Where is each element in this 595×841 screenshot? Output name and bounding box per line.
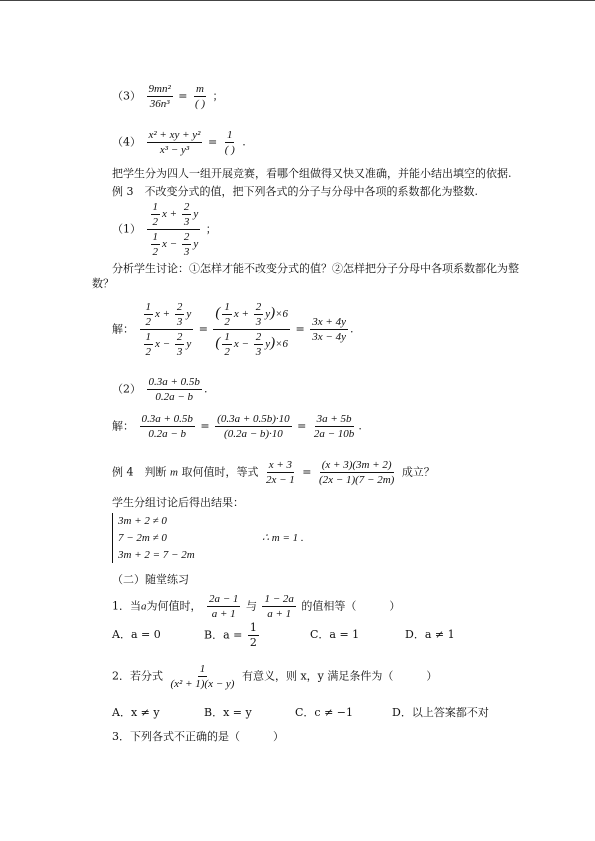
denominator: x³ − y³ <box>159 144 190 156</box>
exercise-1-option-a: A．a = 0 <box>112 628 161 641</box>
exercise-1-fraction-b: $\frac{1 - 2a}{a + 1}$ <box>264 593 294 620</box>
top-rule <box>0 0 595 1</box>
solution-label: 解： <box>112 322 134 336</box>
example-3-title: 例 3 不改变分式的值，把下列各式的分子与分母中各项的系数都化为整数. <box>112 185 478 198</box>
exercise-2-option-c: C．c ≠ −1 <box>295 706 354 719</box>
blank-denominator: ( ) <box>194 98 206 110</box>
question-2: （2） $\frac{0.3a + 0.5b}{0.2a - b}$ . <box>112 376 208 403</box>
exercise-1: 1．当a为何值时， $\frac{2a - 1}{a + 1}$ 与 $\frac{1 - 2a}{a + 1}$ 的值相等（ ） <box>112 593 401 620</box>
system-line: 7 − 2m ≠ 0 <box>118 532 167 544</box>
discussion-line-2: 数？ <box>92 277 114 290</box>
denominator: 36n³ <box>149 98 170 110</box>
group-discussion-text: 学生分组讨论后得出结果： <box>112 496 244 509</box>
problem-4-label: （4） <box>112 135 141 149</box>
section-practice-title: （二）随堂练习 <box>112 573 189 586</box>
discussion-line-1: 分析学生讨论：①怎样才能不改变分式的值？②怎样把分子分母中各项系数都化为整 <box>112 262 519 275</box>
numerator: 1 <box>226 129 233 141</box>
exercise-2-option-a: A．x ≠ y <box>112 706 160 719</box>
denominator: $\frac{1}{2}$ x − $\frac{2}{3}$ y <box>152 231 199 258</box>
solution-label: 解： <box>112 419 134 433</box>
question-1-fraction <box>147 200 201 259</box>
numerator: x² + xy + y² <box>148 129 201 141</box>
example-4: 例 4 判断 m 取何值时，等式 $\frac{x + 3}{2x - 1}$ = $\frac{(x + 3)(3m + 2)}{(2x - 1)(7 - 2m)}$ 成立？ <box>112 459 435 486</box>
blank-denominator: ( ) <box>224 144 235 156</box>
question-1-label: （1） <box>112 222 141 236</box>
question-1: （1） $\frac{1}{2}$ x + $\frac{2}{3}$ y $\frac{1}{2}$ x − $\frac{2}{3}$ y ； <box>112 201 217 258</box>
exercise-1-option-d: D．a ≠ 1 <box>405 628 455 641</box>
problem-3-left-fraction <box>147 82 173 111</box>
exercise-1-option-c: C．a = 1 <box>310 628 360 641</box>
numerator: $\frac{1}{2}$ x + $\frac{2}{3}$ y <box>147 200 201 230</box>
problem-3-right-fraction <box>193 82 207 111</box>
solution-1: 解： $\frac{1}{2}$ x + $\frac{2}{3}$ y $\frac{1}{2}$ x − $\frac{2}{3}$ y = ( $\frac{1}{2}$ x + $\frac{2}{3}$ y)×6 ( $\frac{1}{2}$ x − $\frac{2}{3}$ y)×6 = $\frac{3x + 4y}{3x - 4y}$ . <box>112 301 354 358</box>
numerator: m <box>196 83 204 95</box>
exercise-2-option-d: D．以上答案都不对 <box>392 706 489 719</box>
therefore-result: ∴ m = 1 . <box>262 532 304 544</box>
exercise-2-option-b: B．x = y <box>204 706 252 719</box>
equation-system <box>112 513 195 563</box>
exercise-1-fraction-a: $\frac{2a - 1}{a + 1}$ <box>209 593 239 620</box>
exercise-2: 2．若分式 $\frac{1}{\text{(x² + 1)(x − y)}}$ 有意义，则 x，y 满足条件为（ ） <box>112 663 438 690</box>
problem-4-right-fraction <box>223 128 237 157</box>
question-2-fraction: $\frac{0.3a + 0.5b}{0.2a - b}$ <box>148 376 200 403</box>
solution-2: 解： $\frac{0.3a + 0.5b}{0.2a - b}$ = $\frac{(0.3a + 0.5b)\cdot 10}{(0.2a - b)\cdot 10}$ = $\frac{3a + 5b}{2a - 10b}$ . <box>112 413 362 440</box>
example-4-left-fraction: $\frac{x + 3}{2x - 1}$ <box>265 459 295 486</box>
problem-4-left-fraction <box>147 128 203 157</box>
solution-1-multiplied: ( $\frac{1}{2}$ x + $\frac{2}{3}$ y)×6 ( $\frac{1}{2}$ x − $\frac{2}{3}$ y)×6 <box>215 301 289 358</box>
problem-3: （3） $\frac{\text{9mn²}}{\text{36n³}}$ = $\frac{m}{( )}$ ； <box>112 83 224 110</box>
exercise-2-fraction: $\frac{1}{\text{(x² + 1)(x − y)}}$ <box>170 663 235 690</box>
numerator: 9mn² <box>148 83 171 95</box>
problem-3-label: （3） <box>112 89 141 103</box>
solution-1-original: $\frac{1}{2}$ x + $\frac{2}{3}$ y $\frac{1}{2}$ x − $\frac{2}{3}$ y <box>140 300 194 359</box>
solution-2-result: $\frac{3a + 5b}{2a - 10b}$ <box>313 413 355 440</box>
competition-paragraph: 把学生分为四人一组开展竞赛，看哪个组做得又快又准确，并能小结出填空的依据. <box>112 167 512 180</box>
exercise-3: 3．下列各式不正确的是（ ） <box>112 730 284 743</box>
question-2-label: （2） <box>112 382 141 396</box>
system-line: 3m + 2 ≠ 0 <box>118 515 167 527</box>
solution-1-result: $\frac{3x + 4y}{3x - 4y}$ <box>312 316 346 343</box>
example-4-right-fraction: $\frac{(x + 3)(3m + 2)}{(2x - 1)(7 - 2m)}$ <box>318 459 395 486</box>
solution-2-multiplied: $\frac{(0.3a + 0.5b)\cdot 10}{(0.2a - b)\cdot 10}$ <box>217 413 290 440</box>
system-line: 3m + 2 = 7 − 2m <box>118 549 195 561</box>
solution-2-original: $\frac{0.3a + 0.5b}{0.2a - b}$ <box>141 413 193 440</box>
exercise-1-option-b: B．a = $\frac{1}{2}$ <box>204 621 257 649</box>
problem-4: （4） $\frac{\text{x² + xy + y²}}{\text{x³ − y³}}$ = $\frac{1}{( )}$ . <box>112 129 246 156</box>
